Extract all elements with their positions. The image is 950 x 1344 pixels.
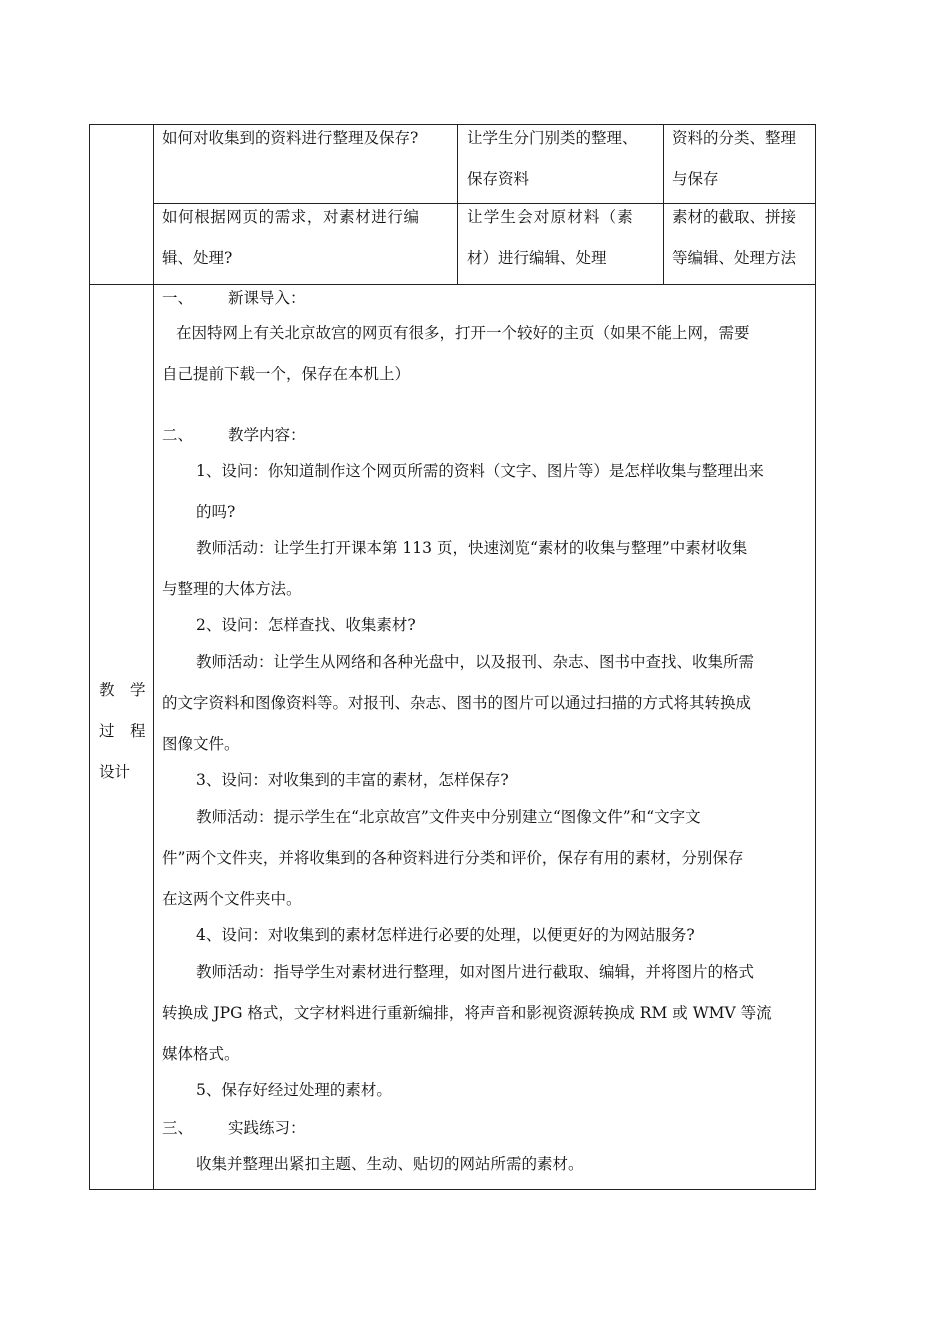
- process-label-line3: 设计: [99, 763, 131, 781]
- a3-line1: 教师活动：提示学生在“北京故宫”文件夹中分别建立“图像文件”和“文字文: [196, 808, 701, 826]
- row2-question-line2: 辑、处理?: [162, 249, 233, 267]
- row2-activity-line2: 材）进行编辑、处理: [467, 249, 607, 267]
- q5: 5、保存好经过处理的素材。: [196, 1081, 392, 1099]
- q3: 3、设问：对收集到的丰富的素材，怎样保存?: [196, 771, 509, 789]
- q2: 2、设问：怎样查找、收集素材?: [196, 616, 416, 634]
- table-border-col2: [457, 124, 458, 284]
- section-heading-3: [162, 1108, 306, 1148]
- row1-focus-line1: 资料的分类、整理: [672, 129, 797, 147]
- section-heading-1: [162, 278, 306, 318]
- section-title: 实践练习：: [228, 1119, 306, 1137]
- process-label-line2: 过 程: [99, 722, 146, 740]
- a3-line3: 在这两个文件夹中。: [162, 890, 302, 908]
- a2-line3: 图像文件。: [162, 735, 240, 753]
- q1-line2: 的吗?: [196, 503, 236, 521]
- row1-activity-line1: 让学生分门别类的整理、: [467, 129, 638, 147]
- table-border-col3: [663, 124, 664, 284]
- row1-activity-line2: 保存资料: [467, 170, 530, 188]
- row2-focus-line1: 素材的截取、拼接: [672, 208, 797, 226]
- a3-line2: 件”两个文件夹，并将收集到的各种资料进行分类和评价，保存有用的素材，分别保存: [162, 849, 744, 867]
- a1-line1: 教师活动：让学生打开课本第 113 页，快速浏览“素材的收集与整理”中素材收集: [196, 539, 748, 557]
- a4-line1: 教师活动：指导学生对素材进行整理，如对图片进行截取、编辑，并将图片的格式: [196, 963, 755, 981]
- q4: 4、设问：对收集到的素材怎样进行必要的处理，以便更好的为网站服务?: [196, 926, 695, 944]
- intro-line1: 在因特网上有关北京故宫的网页有很多，打开一个较好的主页（如果不能上网，需要: [176, 324, 750, 342]
- row2-activity-line1: 让学生会对原材料（素: [467, 208, 635, 226]
- intro-line2: 自己提前下载一个，保存在本机上）: [162, 365, 411, 383]
- a2-line2: 的文字资料和图像资料等。对报刊、杂志、图书的图片可以通过扫描的方式将其转换成: [162, 694, 752, 712]
- row2-question-line1: 如何根据网页的需求，对素材进行编: [162, 208, 420, 226]
- section-number: 三、: [162, 1119, 194, 1137]
- row1-question: 如何对收集到的资料进行整理及保存?: [162, 129, 419, 147]
- a4-line2: 转换成 JPG 格式，文字材料进行重新编排，将声音和影视资源转换成 RM 或 WMV 等流: [162, 1004, 772, 1022]
- process-label-line1: 教 学: [99, 681, 146, 699]
- row1-focus-line2: 与保存: [672, 170, 719, 188]
- table-border-bottom: [89, 1189, 816, 1190]
- section-title: 教学内容：: [228, 426, 306, 444]
- section-title: 新课导入：: [228, 289, 306, 307]
- a1-line2: 与整理的大体方法。: [162, 580, 302, 598]
- a2-line1: 教师活动：让学生从网络和各种光盘中，以及报刊、杂志、图书中查找、收集所需: [196, 653, 755, 671]
- practice: 收集并整理出紧扣主题、生动、贴切的网站所需的素材。: [196, 1155, 584, 1173]
- a4-line3: 媒体格式。: [162, 1045, 240, 1063]
- row2-focus-line2: 等编辑、处理方法: [672, 249, 797, 267]
- q1-line1: 1、设问：你知道制作这个网页所需的资料（文字、图片等）是怎样收集与整理出来: [196, 462, 764, 480]
- section-number: 一、: [162, 289, 194, 307]
- section-heading-2: [162, 415, 306, 455]
- section-number: 二、: [162, 426, 194, 444]
